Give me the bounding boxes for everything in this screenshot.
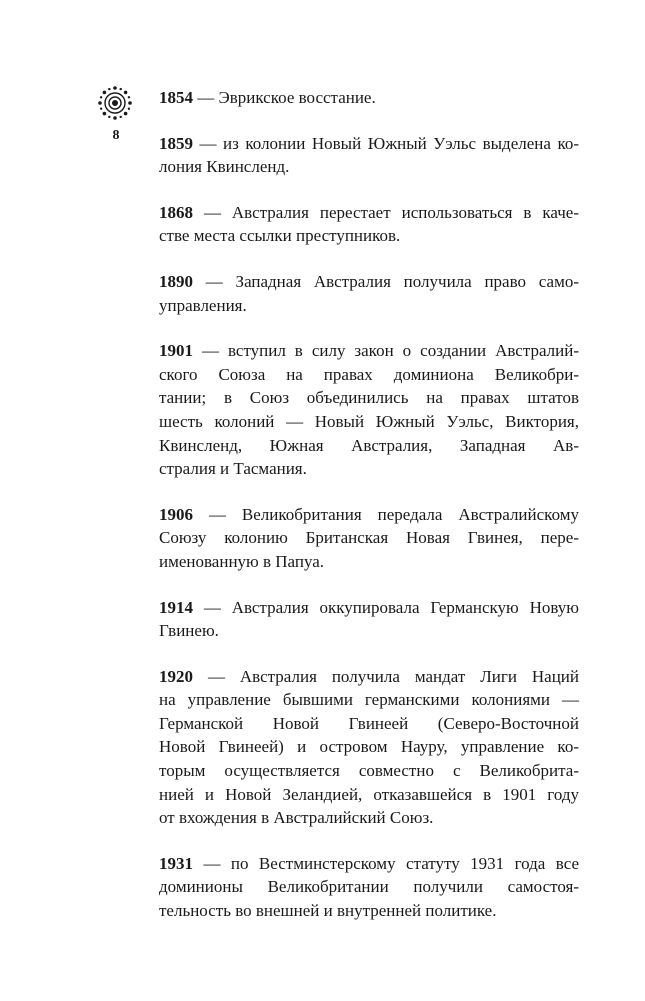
entry-text-line xyxy=(159,875,579,899)
entry-text: именованную в Папуа. xyxy=(159,551,325,571)
entry-text: — из колонии Новый Южный Уэльс выделена ко- xyxy=(199,133,580,153)
entry-text: Союзу колонию Британская Новая Гвинея, пере- xyxy=(159,528,579,548)
entry-text: торым осуществляется совместно с Великобрита- xyxy=(159,761,579,781)
entry-text-line xyxy=(159,434,579,458)
timeline-entry xyxy=(159,665,579,830)
entry-text-line xyxy=(159,132,579,156)
page-number: 8 xyxy=(112,128,120,143)
entry-year: 1914 xyxy=(159,597,193,617)
entry-text: — Эврикское восстание. xyxy=(197,88,376,107)
entry-text-line xyxy=(159,526,579,550)
entry-year: 1868 xyxy=(159,202,193,222)
entry-year: 1920 xyxy=(159,666,193,686)
entry-text: — вступил в силу закон о создании Австралий- xyxy=(201,341,579,361)
entry-text-line xyxy=(159,550,579,574)
entry-text: тельность во внешней и внутренней политике. xyxy=(159,901,497,921)
timeline-entry xyxy=(159,86,579,110)
entry-text-line xyxy=(159,806,579,830)
entry-text: стралия и Тасмания. xyxy=(159,459,307,479)
entry-text: Новой Гвинеей) и островом Науру, управление ко- xyxy=(159,737,579,757)
entry-text: стве места ссылки преступников. xyxy=(159,226,401,246)
entry-text: на управление бывшими германскими колониями — xyxy=(159,690,579,710)
entry-year: 1859 xyxy=(159,133,193,153)
timeline-entry xyxy=(159,339,579,481)
entry-year: 1931 xyxy=(159,853,193,873)
entry-text-line xyxy=(159,363,579,387)
entry-text-line xyxy=(159,619,579,643)
entry-year: 1901 xyxy=(159,341,193,361)
entry-text-line xyxy=(159,899,579,923)
timeline-entry xyxy=(159,270,579,317)
entry-text-line xyxy=(159,596,579,620)
entry-year: 1906 xyxy=(159,504,193,524)
entry-text-line xyxy=(159,339,579,363)
entry-text-line xyxy=(159,201,579,225)
entry-text-line xyxy=(159,457,579,481)
entry-text: — Австралия оккупировала Германскую Новую xyxy=(203,597,579,617)
timeline-list xyxy=(159,86,579,945)
entry-text: — Великобритания передала Австралийскому xyxy=(208,504,580,524)
timeline-entry xyxy=(159,596,579,643)
entry-text: тании; в Союз объединились на правах штатов xyxy=(159,388,579,408)
entry-text: — Западная Австралия получила право само- xyxy=(205,271,580,291)
entry-text-line xyxy=(159,735,579,759)
entry-text-line xyxy=(159,783,579,807)
timeline-entry xyxy=(159,852,579,923)
decorative-rosette-icon xyxy=(95,83,135,123)
entry-text-line xyxy=(159,688,579,712)
entry-text-line xyxy=(159,155,579,179)
entry-text-line xyxy=(159,86,579,110)
entry-text: доминионы Великобритании получили самостоя- xyxy=(159,877,579,897)
entry-text: лония Квинсленд. xyxy=(159,157,290,177)
entry-text-line xyxy=(159,503,579,527)
entry-year: 1890 xyxy=(159,271,193,291)
entry-text: — Австралия перестает использоваться в каче- xyxy=(203,202,579,222)
entry-text-line xyxy=(159,224,579,248)
entry-text-line xyxy=(159,712,579,736)
entry-text: — по Вестминстерскому статуту 1931 года все xyxy=(203,853,580,873)
entry-text: Гвинею. xyxy=(159,621,219,641)
entry-text-line xyxy=(159,386,579,410)
timeline-entry xyxy=(159,201,579,248)
entry-text: нией и Новой Зеландией, отказавшейся в 1901 году xyxy=(159,784,579,804)
timeline-entry xyxy=(159,132,579,179)
entry-text: Квинсленд, Южная Австралия, Западная Ав- xyxy=(159,435,579,455)
entry-text: — Австралия получила мандат Лиги Наций xyxy=(207,666,580,686)
timeline-entry xyxy=(159,503,579,574)
entry-text-line xyxy=(159,852,579,876)
entry-year: 1854 xyxy=(159,88,193,107)
entry-text-line xyxy=(159,294,579,318)
entry-text: управления. xyxy=(159,295,247,315)
entry-text-line xyxy=(159,665,579,689)
entry-text: шесть колоний — Новый Южный Уэльс, Виктория, xyxy=(159,411,579,431)
entry-text: Германской Новой Гвинеей (Северо-Восточной xyxy=(159,713,579,733)
entry-text: от вхождения в Австралийский Союз. xyxy=(159,808,434,828)
entry-text-line xyxy=(159,410,579,434)
entry-text-line xyxy=(159,270,579,294)
entry-text: ского Союза на правах доминиона Великобри- xyxy=(159,364,579,384)
entry-text-line xyxy=(159,759,579,783)
